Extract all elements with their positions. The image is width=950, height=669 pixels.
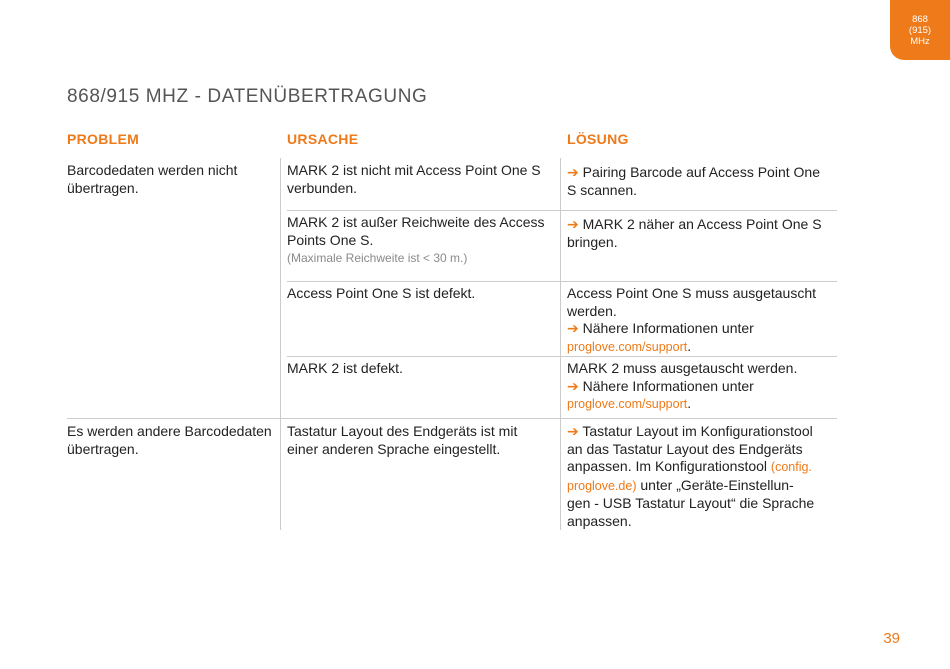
- header-solution: LÖSUNG: [567, 131, 629, 147]
- solution-3: Access Point One S muss ausgetauscht werden. ➔ Nähere Informationen unter proglove.com/support.: [567, 285, 817, 354]
- solution-4: MARK 2 muss ausgetauscht werden. ➔ Nähere Informationen unter proglove.com/support.: [567, 360, 798, 411]
- solution-1: ➔ Pairing Barcode auf Access Point One S scannen.: [567, 164, 820, 198]
- range-note: (Maximale Reichweite ist < 30 m.): [287, 251, 468, 265]
- problem-1: Barcodedaten werden nicht übertragen.: [67, 162, 238, 196]
- column-divider: [280, 158, 281, 530]
- problem-2: Es werden andere Barcodedaten übertragen.: [67, 423, 272, 457]
- cause-2: MARK 2 ist außer Reichweite des Access Points One S. (Maximale Reichweite ist < 30 m.): [287, 214, 545, 265]
- section-tab: [890, 0, 950, 60]
- arrow-right-icon: ➔: [567, 216, 579, 232]
- arrow-right-icon: ➔: [567, 320, 579, 336]
- page-number: 39: [883, 630, 900, 647]
- row-divider: [287, 281, 837, 282]
- config-link-part-1[interactable]: (config.: [770, 460, 812, 474]
- arrow-right-icon: ➔: [567, 377, 579, 394]
- header-cause: URSACHE: [287, 131, 359, 147]
- cause-4: MARK 2 ist defekt.: [287, 360, 403, 376]
- solution-2: ➔ MARK 2 näher an Access Point One S bringen.: [567, 216, 822, 250]
- page-title: 868/915 MHZ - DATENÜBERTRAGUNG: [67, 86, 428, 107]
- tab-line-2: (915): [908, 24, 932, 36]
- cause-5: Tastatur Layout des Endgeräts ist mit einer anderen Sprache eingestellt.: [287, 423, 518, 457]
- support-link[interactable]: proglove.com/support: [567, 397, 688, 411]
- row-divider: [67, 418, 837, 419]
- support-link[interactable]: proglove.com/support: [567, 339, 688, 354]
- cause-1: MARK 2 ist nicht mit Access Point One S verbunden.: [287, 162, 541, 196]
- tab-line-3: MHz: [910, 35, 930, 47]
- cause-3: Access Point One S ist defekt.: [287, 285, 476, 301]
- solution-5: ➔ Tastatur Layout im Konfigurationstool an das Tastatur Layout des Endgeräts anpassen. Im Konfigurationstool (config. proglove.de) unter „Geräte-Einstellun- gen - USB Tastatur Layout“ die Sprache anpassen.: [567, 423, 815, 529]
- column-divider: [560, 158, 561, 530]
- row-divider: [287, 356, 837, 357]
- tab-line-1: 868: [912, 13, 928, 25]
- row-divider: [287, 210, 837, 211]
- header-problem: PROBLEM: [67, 131, 140, 147]
- config-link-part-2[interactable]: proglove.de): [567, 478, 637, 493]
- arrow-right-icon: ➔: [567, 423, 579, 439]
- arrow-right-icon: ➔: [567, 164, 579, 180]
